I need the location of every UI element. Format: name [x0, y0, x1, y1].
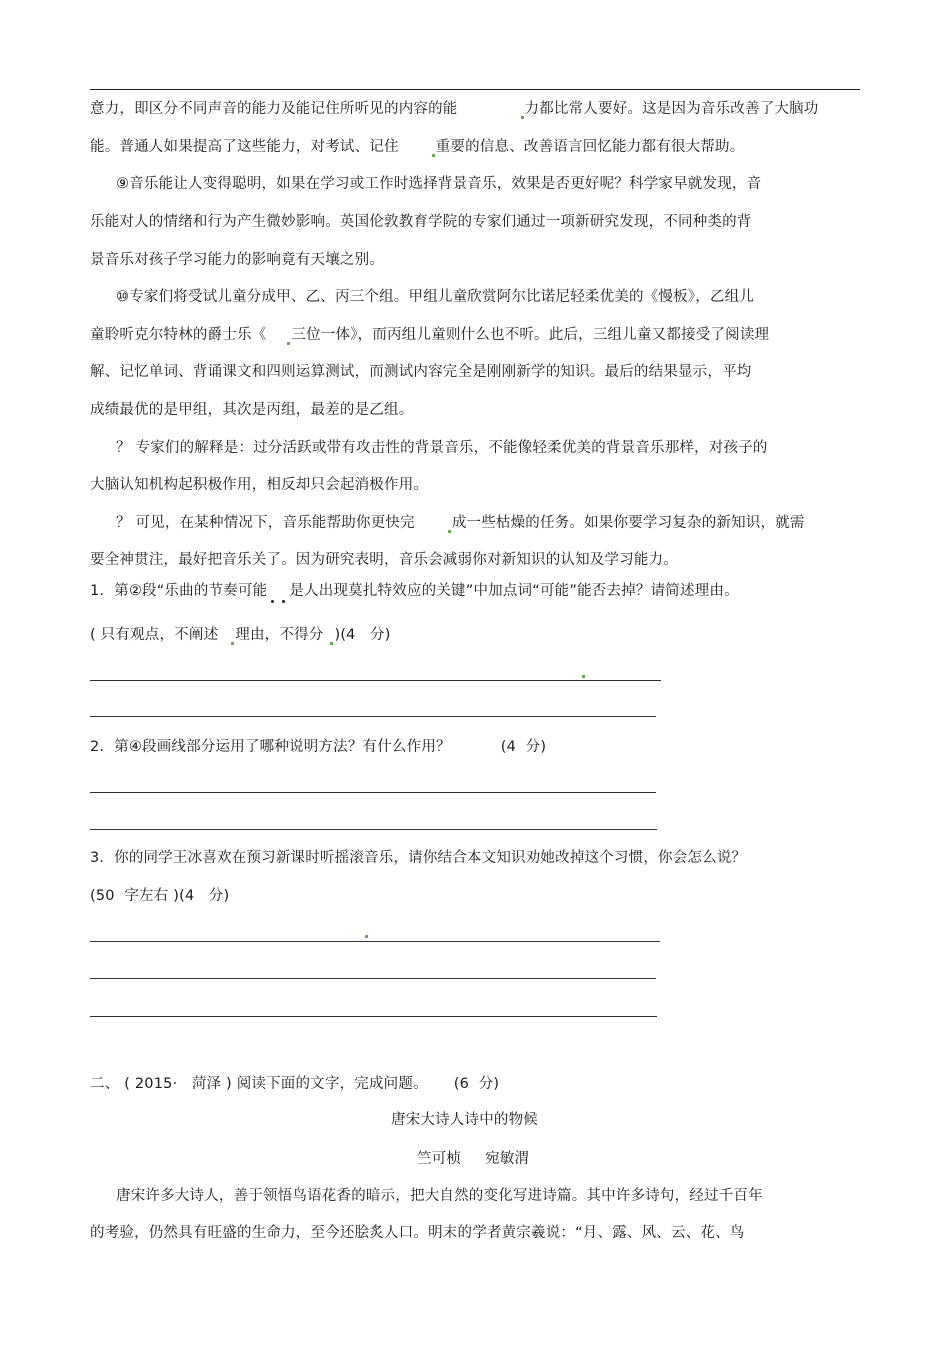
section-heading-text: 二、 ( 2015· 菏泽 ) 阅读下面的文字，完成问题。 — [90, 1076, 428, 1092]
question-text: )(4 分) — [334, 627, 391, 643]
marker-icon — [287, 342, 290, 345]
emphasis-dot-icon — [271, 600, 274, 603]
marker-icon — [231, 642, 234, 645]
question-text: ( 只有观点，不阐述 — [90, 627, 219, 643]
passage-text: 重要的信息、改善语言回忆能力都有很大帮助。 — [435, 139, 745, 155]
question-1 — [90, 581, 739, 603]
passage-line: ？ 专家们的解释是：过分活跃或带有攻击性的背景音乐，不能像轻柔优美的背景音乐那样，对孩子的 — [116, 440, 768, 456]
passage-line: 要全神贯注，最好把音乐关了。因为研究表明，音乐会减弱你对新知识的认知及学习能力。 — [90, 552, 678, 568]
score-label: (6 分) — [453, 1076, 500, 1092]
passage-line: 唐宋许多大诗人，善于领悟鸟语花香的暗示，把大自然的变化写进诗篇。其中许多诗句，经过千百年 — [116, 1188, 763, 1204]
passage-line: 大脑认知机构起积极作用，相反却只会起消极作用。 — [90, 477, 429, 493]
answer-line[interactable] — [90, 829, 657, 830]
passage-text: ？ 可见，在某种情况下，音乐能帮助你更快完 — [116, 515, 415, 531]
passage-text: 意力，即区分不同声音的能力及能记住所听见的内容的能 — [90, 101, 458, 117]
passage-text: 成一些枯燥的任务。如果你要学习复杂的新知识，就需 — [451, 515, 805, 531]
marker-icon — [432, 154, 435, 157]
answer-line[interactable] — [90, 1016, 657, 1017]
passage-line — [116, 513, 805, 533]
question-text: 理由，不得分 — [235, 627, 324, 643]
section-2-heading — [90, 1074, 499, 1094]
answer-line[interactable] — [90, 941, 660, 942]
answer-line[interactable] — [90, 680, 661, 681]
article-title: 唐宋大诗人诗中的物候 — [391, 1112, 538, 1128]
passage-text: 童聆听克尔特林的爵士乐《 — [90, 327, 267, 343]
passage-line: 的考验，仍然具有旺盛的生命力，至今还脍炙人口。明末的学者黄宗羲说：“月、露、风、云、花、鸟 — [90, 1225, 745, 1241]
passage-text: 力都比常人要好。这是因为音乐改善了大脑功 — [524, 101, 819, 117]
answer-line[interactable] — [90, 716, 656, 717]
marker-icon — [365, 935, 368, 938]
passage-line — [90, 99, 819, 119]
article-authors: 竺可桢 宛敏渭 — [417, 1151, 530, 1167]
marker-icon — [448, 530, 451, 533]
marker-icon — [521, 116, 524, 119]
passage-text: 三位一体》，而丙组儿童则什么也不听。此后，三组儿童又都接受了阅读理 — [291, 327, 770, 343]
passage-line: 解、记忆单词、背诵课文和四则运算测试，而测试内容完全是刚刚新学的知识。最后的结果显示，平均 — [90, 364, 752, 380]
answer-line[interactable] — [90, 792, 656, 793]
passage-line: ⑩专家们将受试儿童分成甲、乙、丙三个组。甲组儿童欣赏阿尔比诺尼轻柔优美的《慢板》，乙组儿 — [116, 289, 755, 305]
question-2 — [90, 737, 546, 757]
question-text: 是人出现莫扎特效应的关键”中加点词“可能”能否去掉？请简述理由。 — [289, 583, 739, 599]
passage-text: 能。普通人如果提高了这些能力，对考试、记住 — [90, 139, 399, 155]
marker-icon — [582, 675, 585, 678]
passage-line — [90, 137, 744, 157]
emphasis-dot-icon — [282, 600, 285, 603]
question-text: 2．第④段画线部分运用了哪种说明方法？有什么作用？ — [90, 739, 451, 755]
score-label: (4 分) — [500, 739, 547, 755]
passage-line: 成绩最优的是甲组，其次是丙组，最差的是乙组。 — [90, 402, 414, 418]
question-3: 3．你的同学王冰喜欢在预习新课时听摇滚音乐，请你结合本文知识劝她改掉这个习惯，你会怎么说？ — [90, 850, 747, 866]
question-3-note: (50 字左右 )(4 分) — [90, 888, 230, 904]
passage-line — [90, 325, 769, 345]
passage-line: ⑨音乐能让人变得聪明，如果在学习或工作时选择背景音乐，效果是否更好呢？科学家早就发现，音 — [116, 176, 762, 192]
passage-line: 乐能对人的情绪和行为产生微妙影响。英国伦敦教育学院的专家们通过一项新研究发现，不同种类的背 — [90, 214, 752, 230]
question-text: 1．第②段“乐曲的节奏可能 — [90, 583, 268, 599]
answer-line[interactable] — [90, 978, 656, 979]
header-rule — [90, 89, 860, 90]
question-1-note — [90, 625, 391, 645]
passage-line: 景音乐对孩子学习能力的影响竟有天壤之别。 — [90, 252, 384, 268]
